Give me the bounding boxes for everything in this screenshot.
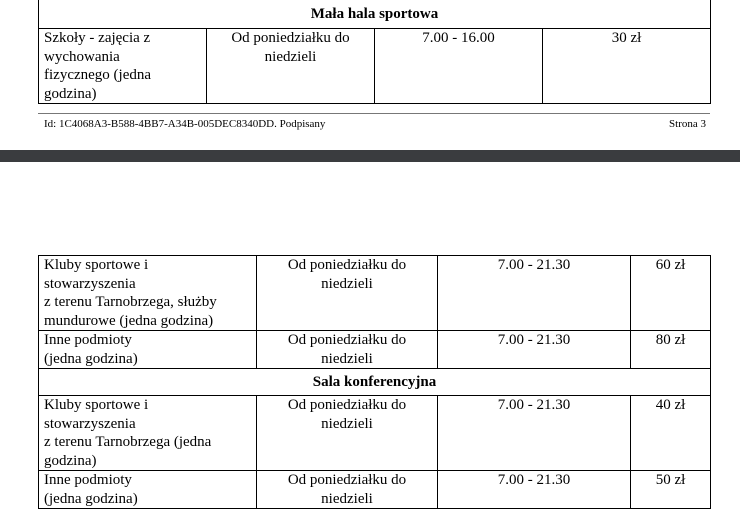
table-row bbox=[39, 471, 711, 509]
footer-divider bbox=[38, 113, 710, 114]
document-id: Id: 1C4068A3-B588-4BB7-A34B-005DEC8340DD. Podpisany bbox=[44, 118, 326, 130]
section-header-row bbox=[39, 0, 711, 29]
hours-cell: 7.00 - 21.30 bbox=[438, 256, 631, 331]
subject-cell: Inne podmioty (jedna godzina) bbox=[39, 471, 257, 509]
hours-cell: 7.00 - 21.30 bbox=[438, 396, 631, 471]
price-cell: 40 zł bbox=[631, 396, 711, 471]
hours-cell: 7.00 - 21.30 bbox=[438, 331, 631, 369]
page-4-fragment bbox=[0, 162, 740, 508]
page-separator bbox=[0, 150, 740, 162]
table-row bbox=[39, 331, 711, 369]
section-title: Sala konferencyjna bbox=[39, 369, 711, 396]
table-row bbox=[39, 256, 711, 331]
price-cell: 30 zł bbox=[543, 29, 711, 104]
rates-table-top bbox=[38, 0, 711, 104]
table-row bbox=[39, 396, 711, 471]
hours-cell: 7.00 - 16.00 bbox=[375, 29, 543, 104]
days-cell: Od poniedziałku do niedzieli bbox=[257, 471, 438, 509]
days-cell: Od poniedziałku do niedzieli bbox=[257, 331, 438, 369]
price-cell: 80 zł bbox=[631, 331, 711, 369]
price-cell: 50 zł bbox=[631, 471, 711, 509]
hours-cell: 7.00 - 21.30 bbox=[438, 471, 631, 509]
page-number: Strona 3 bbox=[669, 118, 706, 130]
subject-cell: Szkoły - zajęcia z wychowania fizycznego (jedna godzina) bbox=[39, 29, 207, 104]
price-cell: 60 zł bbox=[631, 256, 711, 331]
table-row bbox=[39, 29, 711, 104]
page-3-fragment bbox=[0, 0, 740, 150]
subject-cell: Inne podmioty (jedna godzina) bbox=[39, 331, 257, 369]
page-footer bbox=[44, 118, 706, 130]
days-cell: Od poniedziałku do niedzieli bbox=[207, 29, 375, 104]
subject-cell: Kluby sportowe i stowarzyszenia z terenu Tarnobrzega (jedna godzina) bbox=[39, 396, 257, 471]
subject-cell: Kluby sportowe i stowarzyszenia z terenu Tarnobrzega, służby mundurowe (jedna godzina) bbox=[39, 256, 257, 331]
days-cell: Od poniedziałku do niedzieli bbox=[257, 396, 438, 471]
days-cell: Od poniedziałku do niedzieli bbox=[257, 256, 438, 331]
section-header-row bbox=[39, 369, 711, 396]
rates-table-bottom bbox=[38, 255, 711, 509]
section-title: Mała hala sportowa bbox=[39, 0, 711, 29]
